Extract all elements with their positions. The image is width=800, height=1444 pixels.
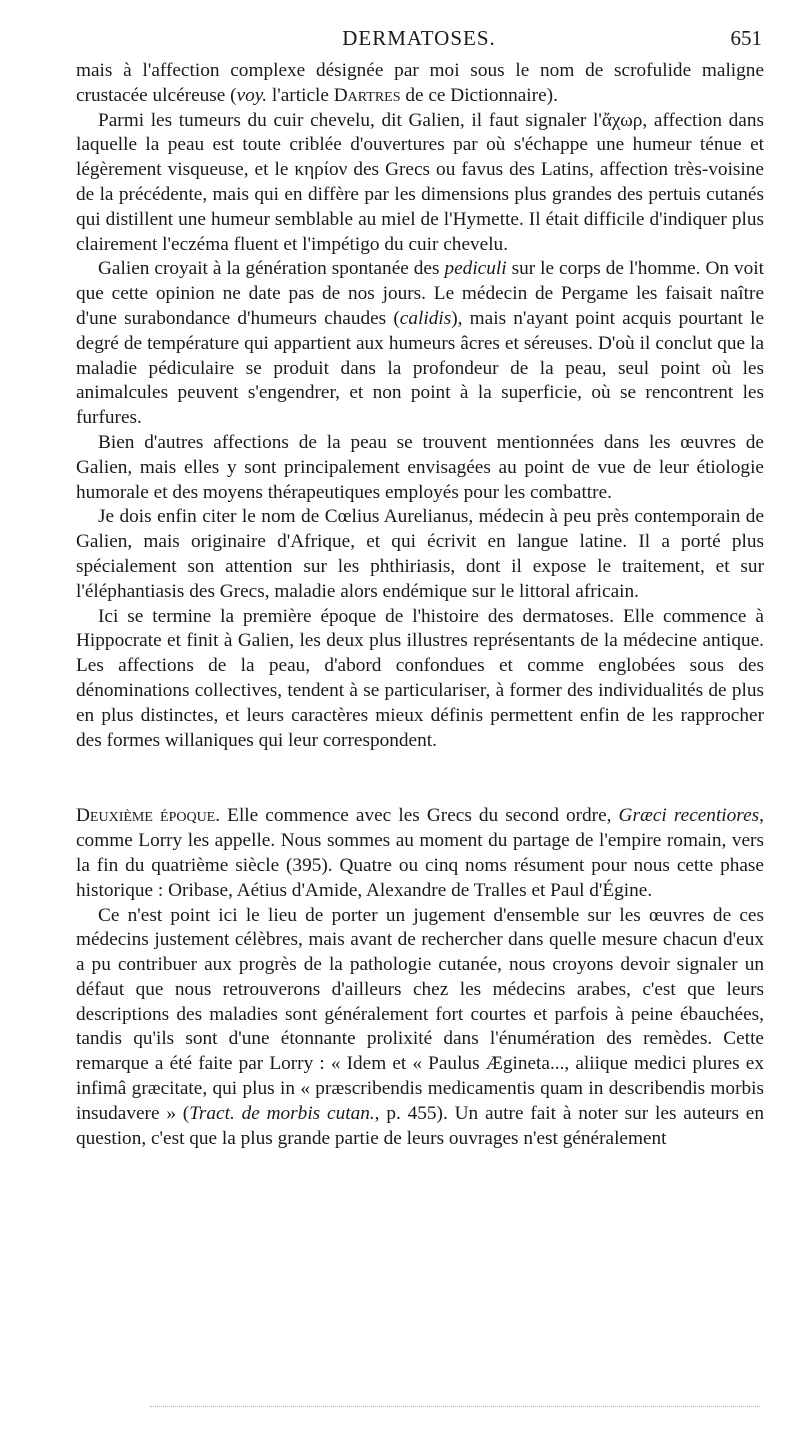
- paragraph-p8: [76, 904, 764, 1152]
- page-number: 651: [730, 26, 762, 50]
- footer-rule: [150, 1406, 760, 1407]
- paragraph-p7: [76, 804, 764, 903]
- paragraph-p2: [76, 109, 764, 258]
- text-run: ), mais n'ayant point acquis pourtant le degré de température qui appartient aux humeurs âcres et séreuses. D'où il conclut que la maladie pédiculaire se produit dans la profondeur de la peau, seul point où les animalcules peuvent s'engendrer, et non point à la superficie, où se rencontrent les furfures.: [76, 307, 764, 429]
- text-run: Deuxième époque.: [76, 805, 221, 827]
- text-run: mais à l'affection complexe désignée par moi sous le nom de scrofulide maligne crustacée ulcéreuse (: [76, 60, 764, 106]
- paragraph-p3: [76, 257, 764, 431]
- text-run: Parmi les tumeurs du cuir chevelu, dit Galien, il faut signaler l'ἄχωρ, affection dans laquelle la peau est toute criblée d'ouvertures par où s'échappe une humeur ténue et légèrement visqueuse, et le κηρίον des Grecs ou favus des Latins, affection très-voisine de la précédente, mais qui en diffère par les dimensions plus grandes des pertuis cutanés qui distillent une humeur semblable au miel de l'Hymette. Il était difficile d'indiquer plus clairement l'eczéma fluent et l'impétigo du cuir chevelu.: [76, 109, 764, 255]
- paragraph-p6: [76, 605, 764, 754]
- text-run: Bien d'autres affections de la peau se trouvent mentionnées dans les œuvres de Galien, mais elles y sont principalement envisagées au point de vue de leur étiologie humorale et des moyens thérapeutiques employés pour les combattre.: [76, 431, 764, 503]
- body-text: [76, 59, 764, 1151]
- paragraph-p4: [76, 431, 764, 505]
- text-run: voy.: [236, 84, 268, 106]
- paragraph-p1: [76, 59, 764, 109]
- text-run: calidis: [399, 307, 452, 329]
- text-run: Tract. de morbis cutan.: [189, 1102, 375, 1124]
- text-run: l'article: [267, 84, 334, 106]
- text-run: Ce n'est point ici le lieu de porter un jugement d'ensemble sur les œuvres de ces médecins justement célèbres, mais avant de rechercher dans quelle mesure chacun d'eux a pu contribuer aux progrès de la pathologie cutanée, nous croyons devoir signaler un défaut que nous retrouverons d'ailleurs chez les médecins arabes, c'est que leurs descriptions des maladies sont généralement fort courtes et parfois à peine ébauchées, tandis qu'ils sont d'une étonnante prolixité dans l'énumération des remèdes. Cette remarque a été faite par Lorry : « Idem et « Paulus Ægineta..., aliique medici plures ex infimâ græcitate, qui plus in « præscribendis medicamentis quam in describendis morbis insudavere » (: [76, 904, 764, 1124]
- text-run: pediculi: [444, 258, 507, 280]
- text-run: Græci recentiores: [618, 805, 760, 827]
- text-run: sur le corps de l'homme. On voit que cette opinion ne date pas de nos jours. Le médecin de Pergame les faisait naître d'une surabondance d'humeurs chaudes (: [76, 258, 764, 329]
- text-run: , comme Lorry les appelle. Nous sommes au moment du partage de l'empire romain, vers la fin du quatrième siècle (395). Quatre ou cinq noms résument pour nous cette phase historique : Oribase, Aétius d'Amide, Alexandre de Tralles et Paul d'Égine.: [76, 805, 764, 901]
- text-run: Dartres: [333, 84, 401, 106]
- text-run: Galien croyait à la génération spontanée des: [98, 258, 445, 280]
- page-header: [76, 26, 762, 52]
- text-run: Ici se termine la première époque de l'histoire des dermatoses. Elle commence à Hippocrate et finit à Galien, les deux plus illustres représentants de la médecine antique. Les affections de la peau, d'abord confondues et comme englobées sous des dénominations collectives, tendent à se particulariser, à former des individualités de plus en plus distinctes, et leurs caractères mieux définis permettent enfin de les rapprocher des formes willaniques qui leur correspondent.: [76, 605, 764, 751]
- text-run: Je dois enfin citer le nom de Cœlius Aurelianus, médecin à peu près contemporain de Galien, mais originaire d'Afrique, et qui écrivit en langue latine. Il a porté plus spécialement son attention sur les phthiriasis, dont il expose le traitement, et sur l'éléphantiasis des Grecs, maladie alors endémique sur le littoral africain.: [76, 506, 764, 602]
- paragraph-p5: [76, 505, 764, 604]
- text-run: , p. 455). Un autre fait à noter sur les auteurs en question, c'est que la plus grande partie de leurs ouvrages n'est généralement: [76, 1102, 764, 1149]
- text-run: Elle commence avec les Grecs du second ordre,: [220, 805, 619, 827]
- text-run: de ce Dictionnaire).: [400, 84, 558, 106]
- running-title: DERMATOSES.: [342, 26, 496, 50]
